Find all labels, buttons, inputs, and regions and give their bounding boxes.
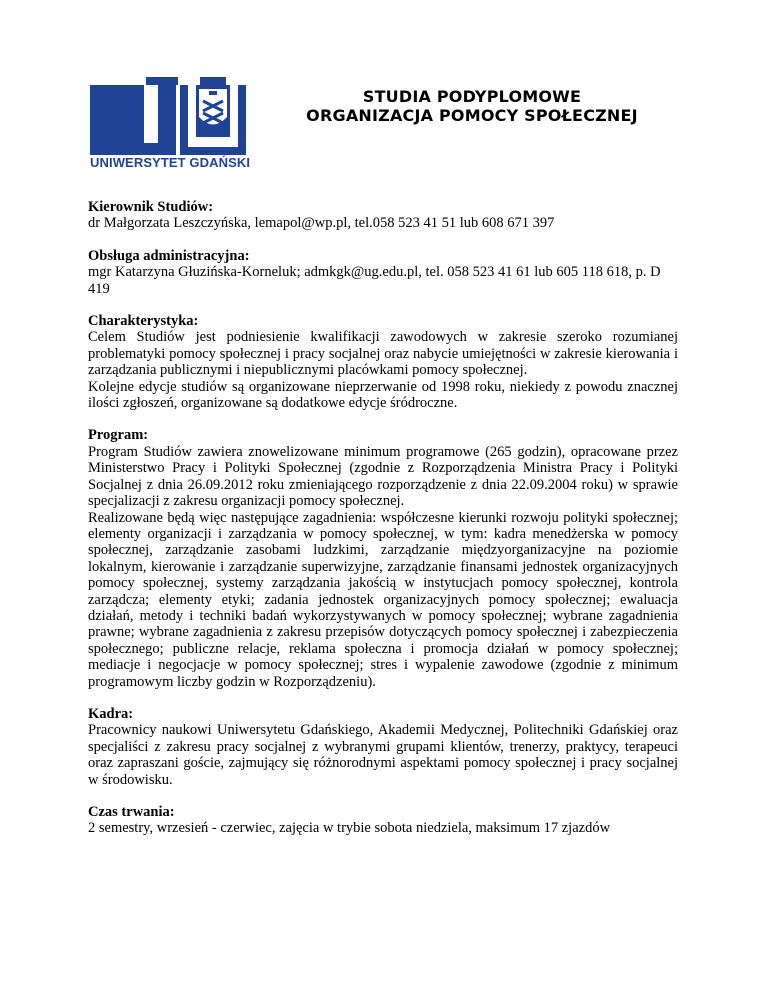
university-emblem-icon [88,77,248,155]
section-czas-trwania [88,804,678,837]
page-title [272,87,672,125]
title-line-2: ORGANIZACJA POMOCY SPOŁECZNEJ [306,106,638,125]
title-line-1: STUDIA PODYPLOMOWE [362,87,582,106]
section-text: 2 semestry, wrzesień - czerwiec, zajęcia w trybie sobota niedziela, maksimum 17 zjazdów [88,820,611,837]
section-obsluga [88,248,678,297]
section-heading: Czas trwania: [88,804,175,820]
section-heading: Kadra: [88,705,134,722]
emblem-top-bar [146,77,178,85]
document-body [88,199,678,853]
university-logo [88,77,251,183]
section-kadra [88,706,678,788]
section-charakterystyka [88,313,678,411]
emblem-top-bar-right [200,77,226,85]
crown-icon [209,91,217,95]
section-paragraph: Program Studiów zawiera znowelizowane minimum programowe (265 godzin), opracowane przez Ministerstwo Pracy i Polityki Społecznej (zgodnie z Rozporządzenia Ministra Pracy i Polityki Socjalnej z dnia 26.09.2012 roku zmieniającego rozporządzenie z dnia 22.09.2004 roku) w sprawie specjalizacji z zakresu organizacji pomocy społecznej. [88,443,678,510]
section-paragraph: Celem Studiów jest podniesienie kwalifikacji zawodowych w zakresie szeroko rozumianej problematyki pomocy społecznej i pracy socjalnej oraz nabycie umiejętności w zakresie kierowania i zarządzania publicznymi i niepublicznymi placówkami pomocy społecznej. [88,329,678,379]
section-heading: Obsługa administracyjna: [88,247,250,264]
section-program [88,427,678,690]
section-heading: Kierownik Studiów: [88,199,214,215]
section-text: dr Małgorzata Leszczyńska, lemapol@wp.pl, tel.058 523 41 51 lub 608 671 397 [88,215,555,232]
section-text: mgr Katarzyna Głuzińska-Korneluk; admkgk@ug.edu.pl, tel. 058 523 41 61 lub 605 118 618, p. D 419 [88,264,661,297]
section-heading: Program: [88,427,149,444]
section-heading: Charakterystyka: [88,313,199,330]
logo-university-name: UNIWERSYTET GDAŃSKI [90,155,251,170]
section-text: Pracownicy naukowi Uniwersytetu Gdańskiego, Akademii Medycznej, Politechniki Gdańskiej oraz specjaliści z zakresu pracy socjalnej z wybranymi grupami klientów, trenerzy, praktycy, terapeuci oraz zapraszani goście, zajmujący się różnorodnymi aspektami pomocy społecznej i pracy socjalnej w środowisku. [88,722,678,788]
emblem-left-block [90,85,176,155]
section-kierownik [88,199,678,232]
section-paragraph: Kolejne edycje studiów są organizowane nieprzerwanie od 1998 roku, niekiedy z powodu znacznej ilości zgłoszeń, organizowane są dodatkowe edycje śródroczne. [88,378,678,412]
section-paragraph: Realizowane będą więc następujące zagadnienia: współczesne kierunki rozwoju polityki społecznej; elementy organizacji i zarządzania w pomocy społecznej, w tym: kadra menedżerska w pomocy społecznej, zarządzanie zasobami ludzkimi, zarządzanie międzyorganizacyjne na poziomie lokalnym, kierowanie i zarządzanie superwizyjne, zarządzanie finansami jednostek organizacyjnych pomocy społecznej, systemy zarządzania jakością w instytucjach pomocy społecznej, kontrola zarządcza; elementy etyki; zadania jednostek organizacyjnych pomocy społecznej; ewaluacja działań, metody i techniki badań wykorzystywanych w pomocy społecznej; wybrane zagadnienia prawne; wybrane zagadnienia z zakresu przepisów dotyczących pomocy społecznej i zabezpieczenia społecznego; publiczne relacje, reklama społeczna i promocja działań w pomocy społecznej; mediacje i negocjacje w pomocy społecznej; stres i wypalenie zawodowe (zgodnie z minimum programowym liczby godzin w Rozporządzeniu). [88,509,678,690]
